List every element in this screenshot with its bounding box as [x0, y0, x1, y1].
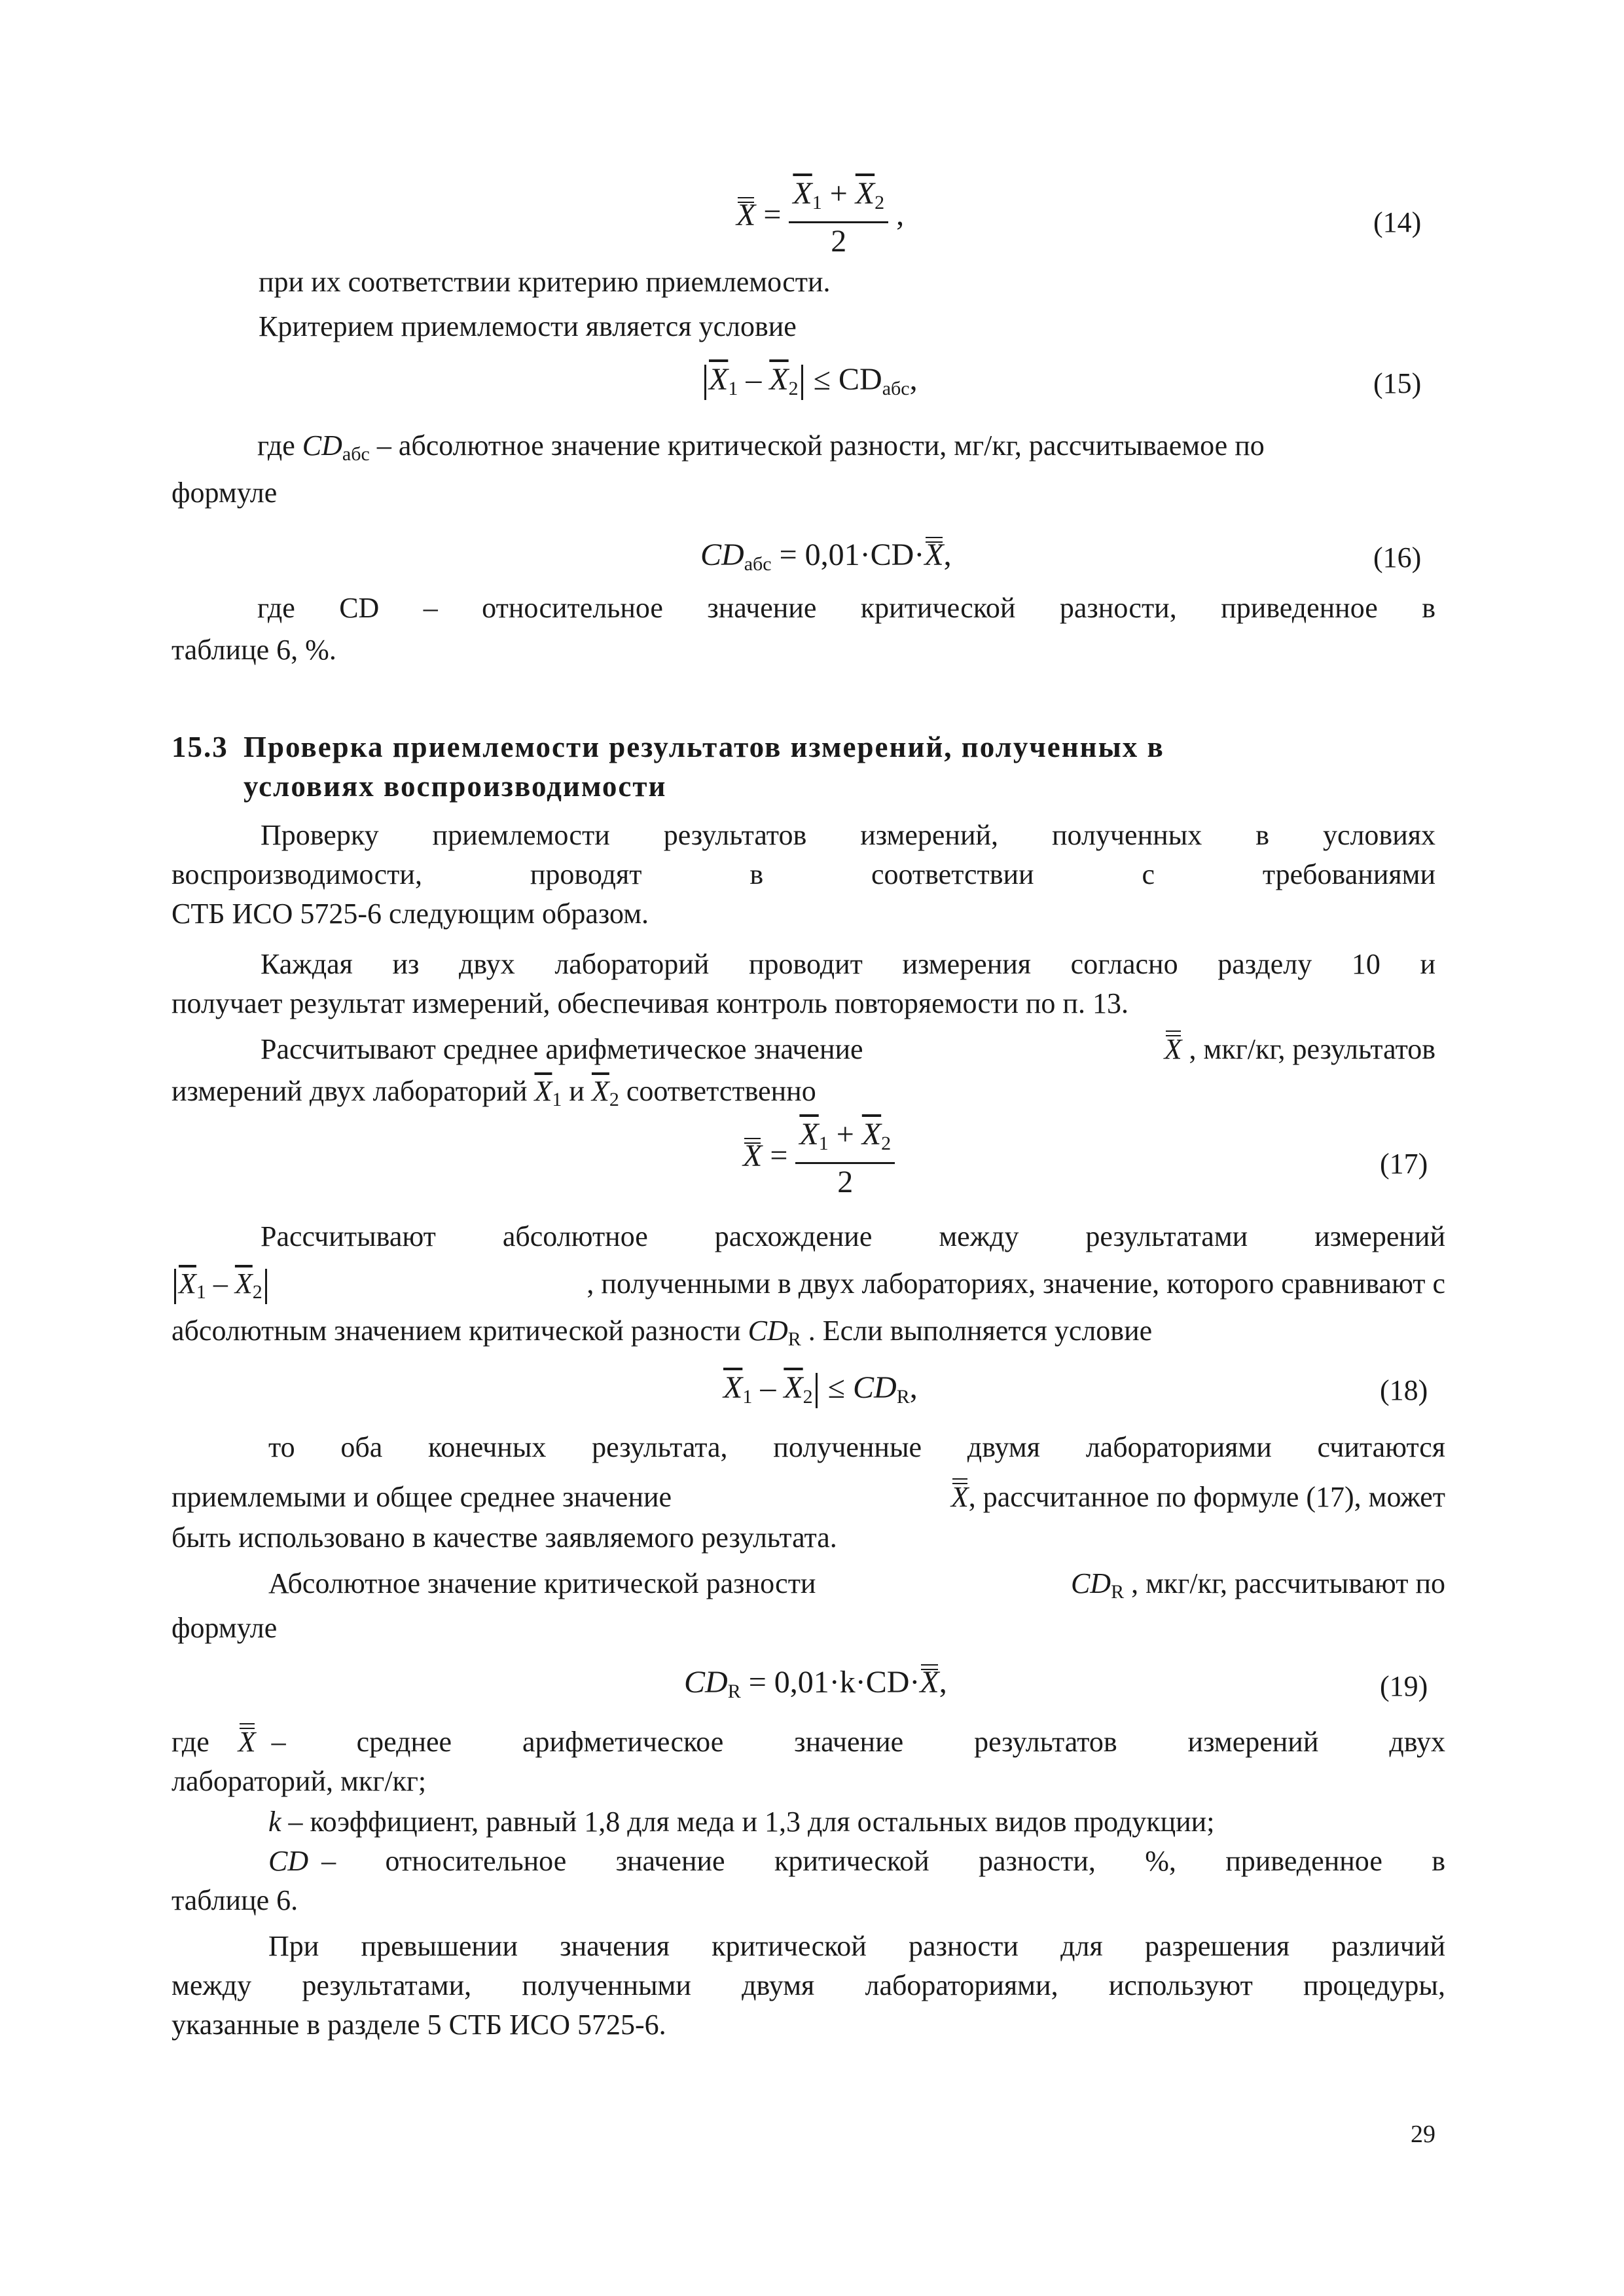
text-line: при их соответствии критерию приемлемости.: [259, 266, 831, 298]
text-line: Проверку приемлемости результатов измерений, полученных в условиях: [261, 819, 1435, 851]
text-line: указанные в разделе 5 СТБ ИСО 5725-6.: [171, 2009, 666, 2041]
equation-number-14: (14): [1373, 206, 1422, 238]
text-line: Абсолютное значение критической разности $CD_R$ , мкг/кг, рассчитывают по: [268, 1567, 1445, 1603]
equation-number-19: (19): [1380, 1670, 1428, 1702]
text-line: измерений двух лабораторий $\overline{X}_1$ и $\overline{X}_2$ соответственно: [171, 1075, 816, 1110]
text-line: быть использовано в качестве заявляемого результата.: [171, 1522, 837, 1554]
where-line-grand-mean: где X – среднее арифметическое значение результатов измерений двух: [171, 1722, 1445, 1762]
page-number: 29: [1411, 2121, 1435, 2148]
text-line: СТБ ИСО 5725-6 следующим образом.: [171, 898, 649, 930]
paragraph-mean: Рассчитывают среднее арифметическое значение X , мкг/кг, результатов: [261, 1029, 1435, 1070]
equation-number-17: (17): [1380, 1148, 1428, 1180]
text-line: При превышении значения критической разности для разрешения различий: [268, 1930, 1445, 1962]
equation-17: X = $\frac{\overline{X}_1 + \overline{X}_2}{2}$: [743, 1116, 895, 1201]
where-line-cd: CD – относительное значение критической разности, %, приведенное в: [268, 1845, 1445, 1877]
equation-14: X = $\frac{\overline{X}_1 + \overline{X}_2}{2}$ ,: [736, 176, 905, 259]
section-number: 15.3: [171, 731, 228, 763]
text-line: между результатами, полученными двумя лабораториями, используют процедуры,: [171, 1969, 1445, 2001]
text-line: таблице 6.: [171, 1884, 298, 1916]
equation-number-18: (18): [1380, 1374, 1428, 1406]
text-line: абсолютным значением критической разности $CD_R$ . Если выполняется условие: [171, 1315, 1153, 1350]
text-line: формуле: [171, 1612, 278, 1644]
text-line: лабораторий, мкг/кг;: [171, 1765, 427, 1797]
equation-number-16: (16): [1373, 541, 1422, 574]
equation-15: $\overline{X}_1 - \overline{X}_2 \le CD_{абс}$,: [702, 360, 918, 409]
fraction: $\frac{\overline{X}_1 + \overline{X}_2}{2}$: [789, 175, 888, 260]
equation-number-15: (15): [1373, 367, 1422, 399]
text-line: воспроизводимости, проводят в соответствии с требованиями: [171, 858, 1435, 890]
equation-18: $\overline{X}_1 - \overline{X}_2 \le CD_R$,: [723, 1370, 918, 1408]
text-line: Каждая из двух лабораторий проводит измерения согласно разделу 10 и: [261, 948, 1435, 980]
equation-16: $CD_{абс} = 0,01\cdot CD\cdot X$,: [700, 536, 952, 584]
text-line: Критерием приемлемости является условие: [259, 310, 797, 342]
paragraph-where-cd-abs: где $CD_{абс}$ – абсолютное значение критической разности, мг/кг, рассчитываемое по: [257, 429, 1265, 465]
grand-mean-symbol: X: [736, 196, 755, 235]
section-heading-cont: условиях воспроизводимости: [244, 770, 667, 803]
text-line: получает результат измерений, обеспечивая контроль повторяемости по п. 13.: [171, 987, 1128, 1019]
text-line: таблице 6, %.: [171, 634, 336, 666]
text-line: приемлемыми и общее среднее значение X, рассчитанное по формуле (17), может: [171, 1477, 1445, 1518]
where-line-k: k – коэффициент, равный 1,8 для меда и 1,3 для остальных видов продукции;: [268, 1806, 1215, 1838]
text-line: формуле: [171, 477, 278, 509]
equation-19: $CD_R = 0,01\cdot k\cdot CD\cdot X$,: [684, 1663, 947, 1711]
text-line: $\overline{X}_1 - \overline{X}_2$ , полученными в двух лабораториях, значение, которого сравнивают с: [171, 1264, 1445, 1313]
text-line: Рассчитывают абсолютное расхождение между результатами измерений: [261, 1220, 1445, 1252]
section-heading: Проверка приемлемости результатов измерений, полученных в: [244, 731, 1164, 763]
text-line: то оба конечных результата, полученные двумя лабораториями считаются: [268, 1431, 1445, 1463]
text-line: где CD – относительное значение критической разности, приведенное в: [257, 592, 1435, 624]
